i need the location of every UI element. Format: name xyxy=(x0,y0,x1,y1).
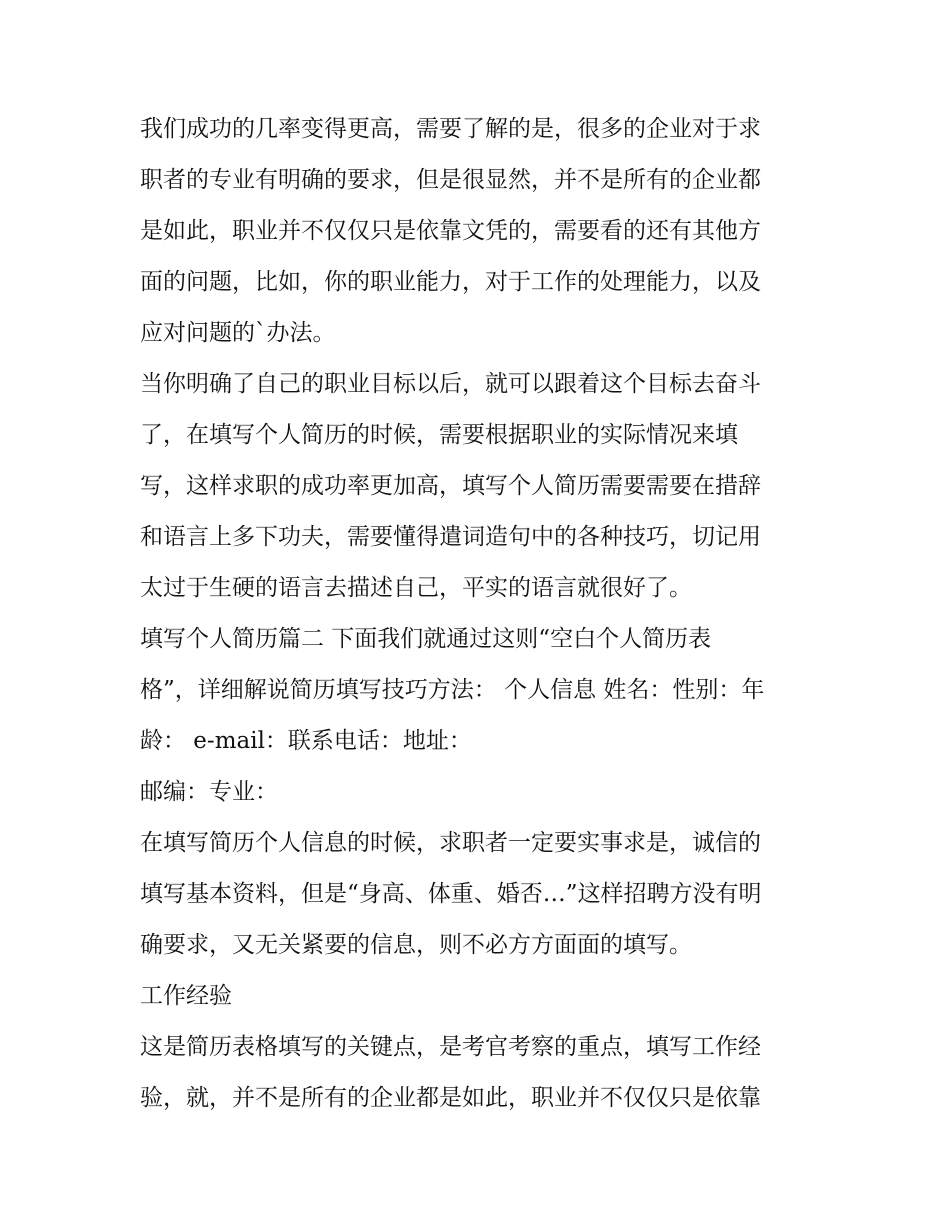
text-line: 太过于生硬的语言去描述自己，平实的语言就很好了。 xyxy=(140,575,692,601)
text-line: 填写基本资料，但是“身高、体重、婚否…”这样招聘方没有明 xyxy=(140,881,762,907)
text-line: 工作经验 xyxy=(140,983,232,1009)
text-line: 是如此，职业并不仅仅只是依靠文凭的，需要看的还有其他方 xyxy=(140,218,761,244)
text-line: 写，这样求职的成功率更加高，填写个人简历需要需要在措辞 xyxy=(140,473,761,499)
paragraph-2 xyxy=(140,359,812,614)
paragraph-6 xyxy=(140,1022,812,1124)
document-body xyxy=(140,104,812,1124)
text-line: 面的问题，比如，你的职业能力，对于工作的处理能力，以及 xyxy=(140,269,761,295)
paragraph-4 xyxy=(140,767,812,818)
text-line: 格”，详细解说简历填写技巧方法： 个人信息 姓名：性别：年 xyxy=(140,677,765,703)
text-line: 了，在填写个人简历的时候，需要根据职业的实际情况来填 xyxy=(140,422,738,448)
text-line: 应对问题的`办法。 xyxy=(140,320,336,346)
text-line: 验，就，并不是所有的企业都是如此，职业并不仅仅只是依靠 xyxy=(140,1085,761,1111)
paragraph-1 xyxy=(140,104,812,359)
paragraph-5 xyxy=(140,818,812,971)
text-line: 确要求，又无关紧要的信息，则不必方方面面的填写。 xyxy=(140,932,692,958)
text-line: 这是简历表格填写的关键点，是考官考察的重点，填写工作经 xyxy=(140,1034,761,1060)
text-line: 我们成功的几率变得更高，需要了解的是，很多的企业对于求 xyxy=(140,116,761,142)
text-line: 填写个人简历篇二 下面我们就通过这则“空白个人简历表 xyxy=(140,626,712,652)
text-line: 职者的专业有明确的要求，但是很显然，并不是所有的企业都 xyxy=(140,167,761,193)
text-line: 和语言上多下功夫，需要懂得遣词造句中的各种技巧，切记用 xyxy=(140,524,761,550)
text-line: 邮编：专业： xyxy=(140,779,278,805)
text-line: 龄： e-mail：联系电话：地址： xyxy=(140,728,472,754)
text-line: 在填写简历个人信息的时候，求职者一定要实事求是，诚信的 xyxy=(140,830,761,856)
section-heading-work-experience xyxy=(140,971,812,1022)
paragraph-3 xyxy=(140,614,812,767)
text-line: 当你明确了自己的职业目标以后，就可以跟着这个目标去奋斗 xyxy=(140,371,761,397)
